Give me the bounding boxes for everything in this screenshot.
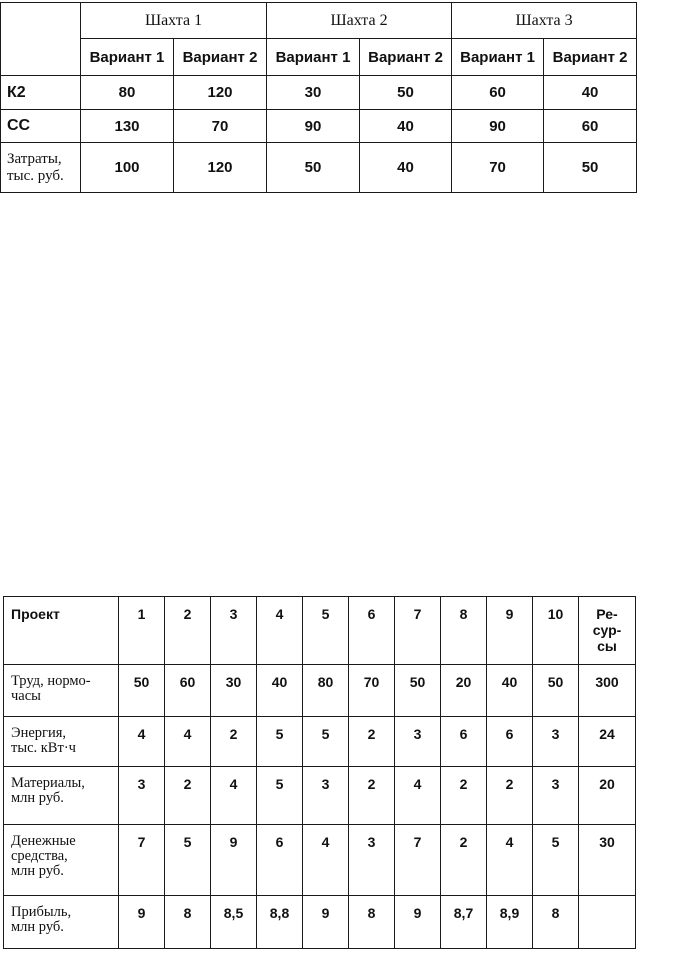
table-cell: 5 [257,767,303,825]
table-row [1,76,637,110]
project-number: 4 [257,597,303,665]
table-cell: 5 [257,717,303,767]
table-cell: 3 [303,767,349,825]
resource-cell: 20 [579,767,636,825]
table-cell: 8 [533,896,579,949]
table-cell: 2 [349,717,395,767]
table-cell: 9 [303,896,349,949]
project-number: 6 [349,597,395,665]
table-cell: 3 [349,825,395,896]
table-cell: 3 [533,767,579,825]
resource-cell: 300 [579,665,636,717]
resource-cell [579,896,636,949]
table-cell: 4 [119,717,165,767]
table-cell: 2 [211,717,257,767]
variant-header: Вариант 2 [360,39,452,76]
row-label: СС [1,110,81,143]
table-cell: 8,8 [257,896,303,949]
table-cell: 2 [349,767,395,825]
table-row [4,825,636,896]
table-cell: 8,9 [487,896,533,949]
table-cell: 5 [303,717,349,767]
project-number: 5 [303,597,349,665]
table-cell: 6 [441,717,487,767]
table-cell: 2 [487,767,533,825]
project-number: 1 [119,597,165,665]
table-cell: 3 [533,717,579,767]
variant-header: Вариант 1 [267,39,360,76]
table-cell: 20 [441,665,487,717]
variant-header: Вариант 2 [174,39,267,76]
table-cell: 70 [452,143,544,193]
table-header-row [4,597,636,665]
table-cell: 9 [395,896,441,949]
table-cell: 9 [119,896,165,949]
table-cell: 5 [165,825,211,896]
table-cell: 50 [360,76,452,110]
table-row [4,665,636,717]
row-label: Энергия, тыс. кВт·ч [4,717,119,767]
mine-header: Шахта 3 [452,3,637,39]
table-cell: 60 [544,110,637,143]
table-cell: 4 [395,767,441,825]
table-cell: 8 [165,896,211,949]
project-number: 7 [395,597,441,665]
table-cell: 80 [81,76,174,110]
mine-variants-table [0,2,637,193]
table-cell: 80 [303,665,349,717]
table-cell: 90 [452,110,544,143]
table-cell: 4 [487,825,533,896]
table-cell: 7 [395,825,441,896]
resources-header: Ре- сур- сы [579,597,636,665]
table-cell: 8 [349,896,395,949]
table-cell: 40 [360,110,452,143]
variant-header: Вариант 1 [452,39,544,76]
project-number: 10 [533,597,579,665]
table-cell: 40 [360,143,452,193]
table-cell: 60 [452,76,544,110]
table-cell: 70 [174,110,267,143]
mine-header: Шахта 1 [81,3,267,39]
table-cell: 7 [119,825,165,896]
table-cell: 40 [257,665,303,717]
table-row [1,143,637,193]
table-cell: 120 [174,76,267,110]
row-label: Труд, нормо- часы [4,665,119,717]
table-cell: 50 [395,665,441,717]
resource-cell: 24 [579,717,636,767]
table-cell: 120 [174,143,267,193]
project-number: 9 [487,597,533,665]
project-number: 2 [165,597,211,665]
table-cell: 100 [81,143,174,193]
project-header-label: Проект [4,597,119,665]
table-cell: 30 [267,76,360,110]
corner-cell [1,3,81,76]
table-cell: 4 [211,767,257,825]
table-cell: 6 [487,717,533,767]
table-row [4,767,636,825]
table-cell: 50 [544,143,637,193]
table-cell: 50 [533,665,579,717]
table-cell: 5 [533,825,579,896]
table-cell: 4 [303,825,349,896]
variant-header: Вариант 1 [81,39,174,76]
mine-header: Шахта 2 [267,3,452,39]
table-row [4,896,636,949]
table-cell: 50 [119,665,165,717]
table-cell: 9 [211,825,257,896]
row-label: Затраты, тыс. руб. [1,143,81,193]
table-row [1,110,637,143]
table-cell: 130 [81,110,174,143]
table-cell: 3 [395,717,441,767]
row-label: К2 [1,76,81,110]
table-cell: 4 [165,717,211,767]
project-number: 8 [441,597,487,665]
row-label: Денежные средства, млн руб. [4,825,119,896]
table-cell: 8,7 [441,896,487,949]
table-cell: 3 [119,767,165,825]
table-cell: 50 [267,143,360,193]
projects-resources-table [3,596,636,949]
table-cell: 8,5 [211,896,257,949]
variant-header: Вариант 2 [544,39,637,76]
project-number: 3 [211,597,257,665]
resource-cell: 30 [579,825,636,896]
table-cell: 2 [165,767,211,825]
row-label: Материалы, млн руб. [4,767,119,825]
row-label: Прибыль, млн руб. [4,896,119,949]
table-cell: 2 [441,825,487,896]
table-cell: 6 [257,825,303,896]
table-cell: 30 [211,665,257,717]
table-cell: 40 [544,76,637,110]
table-cell: 2 [441,767,487,825]
table-cell: 90 [267,110,360,143]
table-row [4,717,636,767]
table-cell: 60 [165,665,211,717]
table-cell: 70 [349,665,395,717]
table-cell: 40 [487,665,533,717]
